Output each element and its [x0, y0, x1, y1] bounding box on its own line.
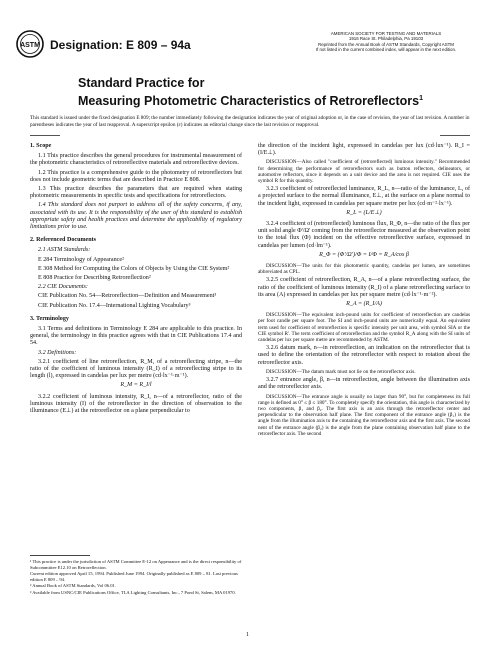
svg-text:ASTM: ASTM: [20, 42, 40, 49]
reference-item: E 284 Terminology of Appearance²: [38, 256, 124, 263]
reference-item: CIE Publication No. 17.4—International Lighting Vocabulary³: [38, 302, 191, 309]
left-column: [30, 143, 242, 417]
publisher-line: AMERICAN SOCIETY FOR TESTING AND MATERIALS: [330, 31, 442, 36]
paragraph: 1.3 This practice describes the parameters that are required when stating photometric measurements in specific tests and specifications for retroreflectors.: [30, 186, 242, 200]
section-heading: 3. Terminology: [30, 315, 69, 322]
astm-logo-icon: [16, 30, 44, 58]
reference-item: E 308 Method for Computing the Colors of Objects by Using the CIE System²: [38, 265, 230, 272]
equation: R_L = (L/E⊥): [346, 209, 382, 216]
definition: 3.2.4 coefficient of (retroreflected) luminous flux, R_Φ, n—the ratio of the flux per unit solid angle Φ'/Ω' coming from the retroreflector measured at the observation point to the total flux (Φ) incident on the effective retroreflective surface, expressed in candelas per lumen (cd·lm⁻¹).: [258, 221, 470, 249]
discussion: DISCUSSION—The units for this photometric quantity, candelas per lumen, are sometimes abbreviated as CPL.: [258, 263, 470, 276]
intro-note: This standard is issued under the fixed designation E 809; the number immediately following the designation indicates the year of original adoption or, in the case of revision, the year of last revision. A number in parentheses indicates the year of last reapproval. A superscript epsilon (ε) indicates an editorial change since the last revision or reapproval.: [30, 115, 470, 128]
title-line-2-wrap: [78, 91, 458, 109]
discussion: DISCUSSION—The entrance angle is usually no larger than 90°, but for completeness its full range is defined as 0° ≤ β ≤ 180°. To completely specify the orientation, this angle is characterized by two components, β₁ and β₂. The first axis is an axis through the retroreflector center and perpendicular to the observation half plane. The first component of the entrance angle (β₁) is the angle from the illumination axis to the containing the retroreflector axis and the first axis. The second nent of the entrance angle (β₂) is the angle from the plane containing observation half plane to the retroreflector axis. The second: [258, 393, 470, 437]
definition: 3.2.5 coefficient of retroreflection, R_A, n—of a plane retroreflecting surface, the ratio of the coefficient of luminous intensity (R_I) of a plane retroreflecting surface to its area (A) expressed in candelas per lux per square metre (cd·lx⁻¹·m⁻²).: [258, 277, 470, 298]
title-line-2: Measuring Photometric Characteristics of Retroreflectors: [78, 94, 420, 109]
reference-item: CIE Publication No. 54—Retroreflection—Definition and Measurement³: [38, 293, 217, 300]
paragraph: the direction of the incident light, expressed in candelas per lux (cd·lux⁻¹). R_I = (I/E⊥).: [258, 143, 470, 157]
subheading: 3.2 Definitions:: [38, 349, 77, 356]
reference-item: E 808 Practice for Describing Retroreflection²: [38, 275, 151, 282]
discussion: DISCUSSION—Also called "coefficient of (retroreflected) luminous intensity." Recommended for determining the performance of retroreflectors such as button reflectors, delineators, or automotive reflectors, since it depends on a unit device and the area is not required. CIE uses the symbol R for this quantity.: [258, 159, 470, 185]
page-number: 1: [246, 632, 249, 638]
subheading: 2.1 ASTM Standards:: [38, 247, 91, 254]
definition: 3.2.6 datum mark, n—in retroreflection, an indication on the retroreflector that is used to define the orientation of the retroreflector with respect to rotation about the retroreflector axis.: [258, 345, 470, 366]
footnote: ² Annual Book of ASTM Standards, Vol 06.01.: [30, 583, 116, 589]
definition: 3.2.3 coefficient of retroreflected luminance, R_L, n—ratio of the luminance, L, of a projected surface to the normal illuminance, E⊥, at the surface on a plane normal to the incident light, expressed in candelas per square metre per lux (cd·m⁻²·lx⁻¹).: [258, 186, 470, 207]
footnote-divider: [30, 555, 90, 556]
equation: R_A = (R_I/A): [346, 301, 382, 308]
publisher-line: Reprinted from the Annual Book of ASTM Standards, Copyright ASTM: [318, 41, 454, 47]
designation: Designation: E 809 – 94a: [50, 38, 191, 52]
document-title: [78, 76, 458, 109]
publisher-info: [286, 31, 486, 53]
paragraph: 3.1 Terms and definitions in Terminology E 284 are applicable to this practice. In general, the terminology in this practice agrees with that in CIE Publications 17.4 and 54.: [30, 326, 242, 347]
footnote: ¹ This practice is under the jurisdiction of ASTM Committee E-12 on Appearance and is the direct responsibility of Subcommittee E12.10 on Retroreflection.: [30, 559, 242, 570]
definition: 3.2.2 coefficient of luminous intensity, R_I, n—of a retroreflector, ratio of the luminous intensity (I) of the retroreflector in the direction of observation to the illuminance (E⊥) at the retroreflector on a plane perpendicular to: [30, 393, 242, 415]
paragraph: 1.2 This practice is a comprehensive guide to the photometry of retroreflectors but does not include geometric terms that are described in Practice E 808.: [30, 169, 242, 183]
footnote: ³ Available from USNC/CIE Publications Office, TLA Lighting Consultants, Inc., 7 Pond St, Salem, MA 01970.: [30, 589, 236, 595]
discussion: DISCUSSION—The datum mark must not lie on the retroreflector axis.: [266, 368, 416, 375]
section-heading: 2. Referenced Documents: [30, 237, 97, 244]
footnotes: [30, 559, 242, 597]
discussion: DISCUSSION—The equivalent inch-pound units for coefficient of retroreflection are candelas per foot candle per square foot. The SI and inch-pound units are numerically equal. An equivalent term used for coefficient of retroreflection is specific intensity per unit area, with symbol SIA or the CIE symbol R'. The term coefficient of retroreflection and the symbol R_A along with the SI units of candelas per lux per square metre are recommended by ASTM.: [258, 312, 470, 344]
definition: 3.2.1 coefficient of line retroreflection, R_M, of a retroreflecting stripe, n—the ratio of the coefficient of luminous intensity (R_I) of a retroreflecting stripe to its length (l), expressed in candelas per lux per metre (cd·lx⁻¹·m⁻¹).: [30, 358, 242, 380]
subheading: 2.2 CIE Documents:: [38, 284, 88, 291]
section-heading: 1. Scope: [30, 143, 52, 149]
title-footnote-mark: 1: [419, 95, 423, 102]
paragraph: 1.1 This practice describes the general procedures for instrumental measurement of the photometric characteristics of retroreflective materials and retroreflective devices.: [30, 153, 242, 167]
divider: [440, 135, 470, 136]
equation: R_M = R_I/l: [120, 382, 152, 389]
right-column: [258, 143, 470, 439]
equation: R_Φ = (Φ'/Ω')/Φ = I/Φ = R_A/cos β: [319, 251, 409, 258]
publisher-line: If not listed in the current combined index, will appear in the next edition.: [315, 47, 457, 53]
title-line-1: Standard Practice for: [78, 76, 205, 90]
definition: 3.2.7 entrance angle, β, n—in retroreflection, angle between the illumination axis and the retroreflector axis.: [258, 377, 470, 391]
divider: [30, 135, 60, 136]
footnote: Current edition approved April 15, 1994. Published June 1994. Originally published as E 809 – 81. Last previous edition E 809 – 94.: [30, 571, 238, 582]
paragraph: 1.4 This standard does not purport to address all of the safety concerns, if any, associated with its use. It is the responsibility of the user of this standard to establish appropriate safety and health practices and determine the applicability of regulatory limitations prior to use.: [30, 202, 242, 231]
publisher-line: 1916 Race St. Philadelphia, Pa 19103: [348, 36, 424, 42]
